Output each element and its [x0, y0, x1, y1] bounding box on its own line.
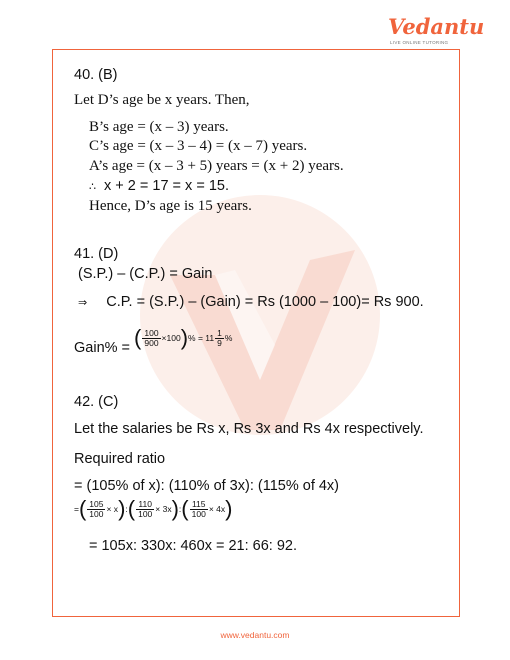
f1-numerator: 105 — [89, 498, 104, 509]
paren-open: ( — [181, 496, 189, 521]
colon-1: : — [125, 504, 128, 514]
gain-label: Gain% = — [74, 340, 131, 356]
q40-intro: Let D’s age be x years. Then, — [74, 92, 250, 108]
gain-formula — [134, 327, 232, 349]
gain-times: ×100 — [161, 333, 181, 343]
f1-denominator: 100 — [89, 508, 104, 519]
fraction-2 — [136, 500, 154, 519]
q40-conclusion: Hence, D’s age is 15 years. — [89, 198, 252, 214]
q41-line2: C.P. = (S.P.) – (Gain) = Rs (1000 – 100)= Rs 900. — [106, 294, 424, 310]
q40-therefore-line — [89, 178, 229, 194]
f2-numerator: 110 — [138, 498, 152, 509]
paren-close: ) — [180, 325, 189, 350]
paren-close: ) — [225, 496, 233, 521]
mixed-numerator: 1 — [217, 327, 222, 338]
vedantu-logo — [388, 14, 485, 48]
f2-var: × 3x — [155, 504, 172, 514]
therefore-symbol: ∴ — [89, 181, 96, 193]
mixed-fraction — [215, 329, 224, 348]
logo-wordmark: Vedantu — [388, 14, 485, 39]
q40-therefore-text: x + 2 = 17 = x = 15. — [104, 178, 229, 194]
q40-b-age: B’s age = (x – 3) years. — [89, 119, 229, 135]
gain-mid: % = 11 — [188, 333, 215, 343]
implies-symbol: ⇒ — [78, 297, 88, 309]
gain-numerator: 100 — [144, 327, 159, 338]
paren-close: ) — [171, 496, 179, 521]
q40-heading: 40. (B) — [74, 67, 118, 83]
q42-heading: 42. (C) — [74, 394, 119, 410]
f2-denominator: 100 — [138, 508, 153, 519]
fraction-1 — [87, 500, 105, 519]
q42-line1: = (105% of x): (110% of 3x): (115% of 4x) — [74, 478, 340, 494]
gain-fraction — [142, 329, 160, 348]
colon-2: : — [178, 504, 182, 514]
mixed-denominator: 9 — [217, 337, 222, 348]
q40-a-age: A’s age = (x – 3 + 5) years = (x + 2) years. — [89, 158, 344, 174]
q41-gain-row — [74, 320, 232, 356]
f3-var: × 4x — [208, 504, 226, 514]
paren-open: ( — [78, 496, 87, 521]
eq-prefix: = — [74, 504, 79, 514]
fraction-3 — [190, 500, 208, 519]
q41-line2-row — [78, 294, 424, 310]
f3-numerator: 115 — [191, 498, 206, 509]
q42-final: = 105x: 330x: 460x = 21: 66: 92. — [89, 538, 297, 554]
q41-heading: 41. (D) — [74, 246, 119, 262]
f3-denominator: 100 — [191, 508, 206, 519]
f1-var: × x — [106, 504, 119, 514]
q42-required-ratio: Required ratio — [74, 451, 166, 467]
paren-close: ) — [118, 496, 126, 521]
q42-fraction-row — [74, 498, 232, 520]
footer-url: www.vedantu.com — [220, 630, 290, 640]
q40-c-age: C’s age = (x – 3 – 4) = (x – 7) years. — [89, 138, 308, 154]
paren-open: ( — [127, 496, 136, 521]
q42-intro: Let the salaries be Rs x, Rs 3x and Rs 4x respectively. — [74, 421, 424, 437]
q41-line1: (S.P.) – (C.P.) = Gain — [78, 266, 213, 282]
gain-denominator: 900 — [144, 337, 159, 348]
logo-tagline: LIVE ONLINE TUTORING — [390, 40, 449, 45]
gain-end: % — [224, 333, 233, 343]
vedantu-watermark-icon — [135, 180, 385, 450]
paren-open: ( — [134, 325, 142, 350]
